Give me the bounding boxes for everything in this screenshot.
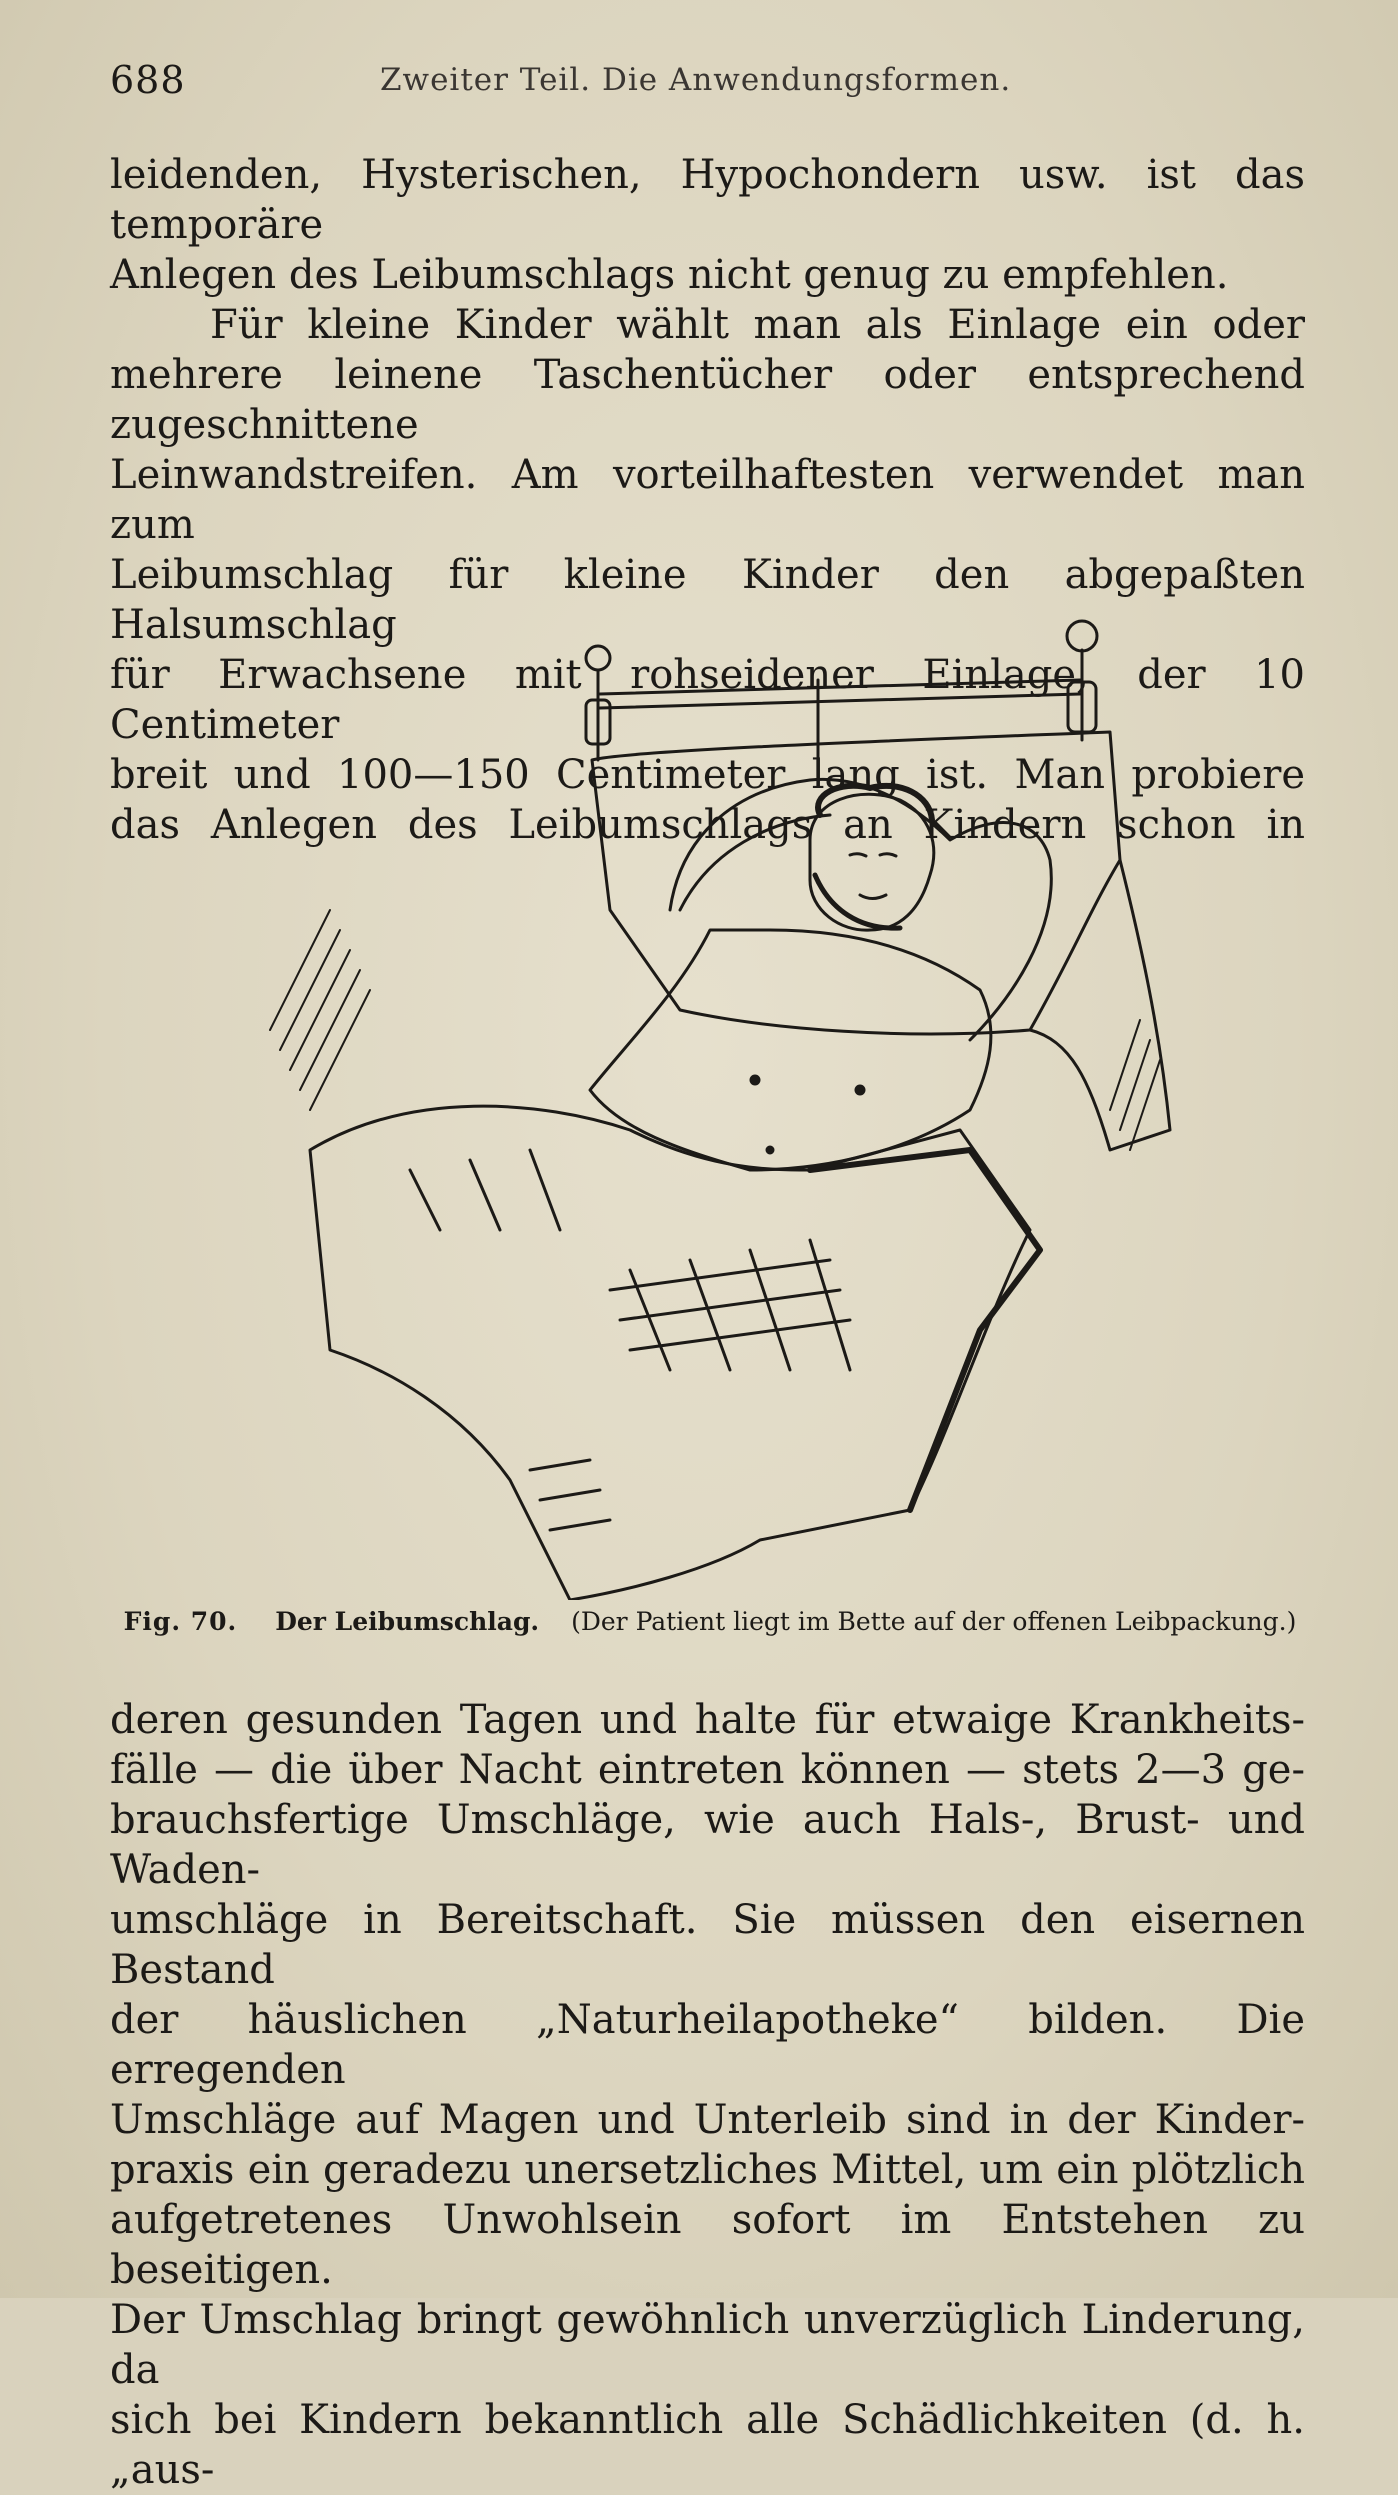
text-line: Umschläge auf Magen und Unterleib sind in der Kinder- <box>110 2097 1305 2143</box>
text-line: der häuslichen „Naturheilapotheke“ bilden. Die erregenden <box>110 1997 1305 2093</box>
pillow <box>592 732 1120 1034</box>
text-line: für Erwachsene mit rohseidener Einlage, der 10 Centimeter <box>110 652 1305 748</box>
text-line: mehrere leinene Taschentücher oder entsprechend zugeschnittene <box>110 352 1305 448</box>
page-header <box>110 58 1300 108</box>
text-line: deren gesunden Tagen und halte für etwaige Krankheits- <box>110 1697 1305 1743</box>
text-line: sich bei Kindern bekanntlich alle Schädlichkeiten (d. h. „aus- <box>110 2397 1305 2493</box>
patient-arms <box>670 779 1051 1040</box>
text-line: aufgetretenes Unwohlsein sofort im Entstehen zu beseitigen. <box>110 2197 1305 2293</box>
figure-title: Der Leibumschlag. <box>275 1607 540 1636</box>
text-line: leidenden, Hysterischen, Hypochondern usw. ist das temporäre <box>110 152 1305 248</box>
text-line: praxis ein geradezu unersetzliches Mittel, um ein plötzlich <box>110 2147 1305 2193</box>
blanket <box>310 1106 1040 1600</box>
page-number: 688 <box>110 58 186 102</box>
text-line: Leinwandstreifen. Am vorteilhaftesten verwendet man zum <box>110 452 1305 548</box>
text-line: Für kleine Kinder wählt man als Einlage ein oder <box>210 302 1305 348</box>
text-line: brauchsfertige Umschläge, wie auch Hals-, Brust- und Waden- <box>110 1797 1305 1893</box>
text-line: Leibumschlag für kleine Kinder den abgepaßten Halsumschlag <box>110 552 1305 648</box>
paragraph-bottom <box>110 1695 1305 2495</box>
text-line: Der Umschlag bringt gewöhnlich unverzüglich Linderung, da <box>110 2297 1305 2393</box>
text-line: Anlegen des Leibumschlags nicht genug zu empfehlen. <box>110 252 1229 298</box>
text-line: fälle — die über Nacht eintreten können — stets 2—3 ge- <box>110 1747 1305 1793</box>
figure-label: Fig. 70. <box>123 1607 238 1636</box>
bed-headboard <box>586 621 1097 760</box>
bed-sheet <box>1030 860 1170 1150</box>
figure-description: (Der Patient liegt im Bette auf der offenen Leibpackung.) <box>571 1607 1297 1636</box>
running-title: Zweiter Teil. Die Anwendungsformen. <box>380 62 1012 98</box>
figure-caption <box>120 1605 1300 1639</box>
illustration-patient-in-bed <box>210 610 1190 1600</box>
patient-head <box>810 786 934 930</box>
text-line: umschläge in Bereitschaft. Sie müssen den eisernen Bestand <box>110 1897 1305 1993</box>
text-line: das Anlegen des Leibumschlags an Kindern schon in <box>110 802 1305 848</box>
text-line: breit und 100—150 Centimeter lang ist. Man probiere <box>110 752 1305 798</box>
